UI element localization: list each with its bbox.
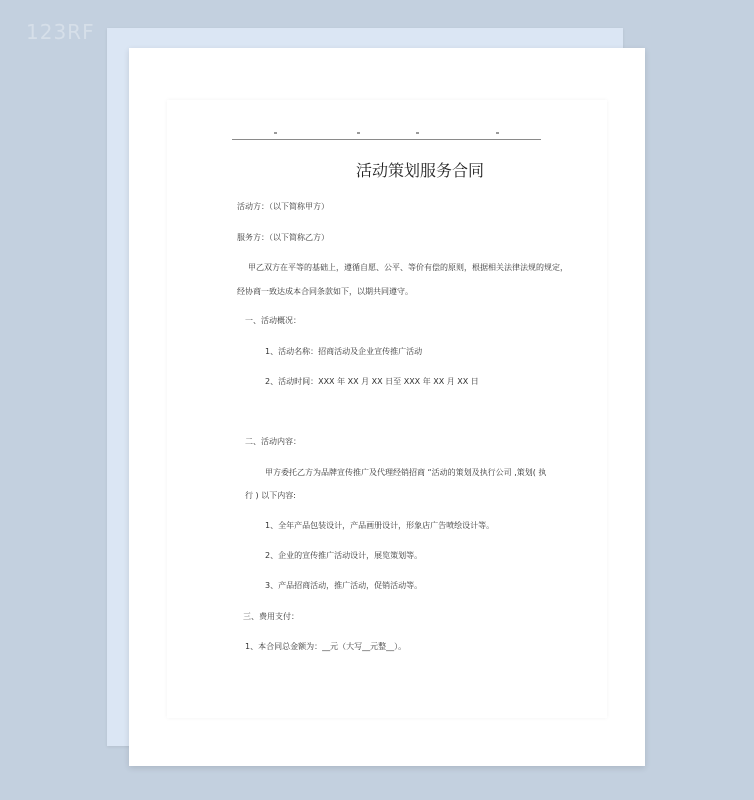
paragraph-line: 甲方委托乙方为品牌宣传推广及代理经销招商 “活动的策划及执行公司 ,策划( 执 — [265, 468, 547, 477]
paragraph-line: 行 ) 以下内容: — [245, 491, 296, 500]
watermark: 123RF — [26, 20, 95, 44]
list-item: 2、企业的宣传推广活动设计，展览策划等。 — [265, 551, 423, 560]
list-item: 3、产品招商活动，推广活动，促销活动等。 — [265, 581, 423, 590]
section-heading: 一、活动概况： — [245, 316, 301, 325]
list-item: 2、活动时间：XXX 年 XX 月 XX 日至 XXX 年 XX 月 XX 日 — [265, 377, 479, 386]
header-mark — [274, 132, 277, 134]
header-mark — [496, 132, 499, 134]
header-mark — [357, 132, 360, 134]
header-mark — [416, 132, 419, 134]
party-b-line: 服务方：（以下简称乙方） — [237, 233, 329, 242]
list-item: 1、活动名称：招商活动及企业宣传推广活动 — [265, 347, 423, 356]
document-content-area — [167, 100, 607, 718]
section-heading: 二、活动内容： — [245, 437, 301, 446]
document-title: 活动策划服务合同 — [355, 161, 484, 180]
intro-line-1: 甲乙双方在平等的基础上，遵循自愿、公平、等价有偿的原则，根据相关法律法规的规定， — [248, 263, 568, 272]
section-heading: 三、费用支付： — [243, 612, 299, 621]
party-a-line: 活动方：（以下简称甲方） — [237, 202, 329, 211]
header-rule — [232, 139, 541, 140]
list-item: 1、全年产品包装设计，产品画册设计，形象店广告喷绘设计等。 — [265, 521, 495, 530]
list-item: 1、本合同总金额为：__元（大写__元整__）。 — [245, 642, 407, 651]
intro-line-2: 经协商一致达成本合同条款如下，以期共同遵守。 — [237, 287, 413, 296]
